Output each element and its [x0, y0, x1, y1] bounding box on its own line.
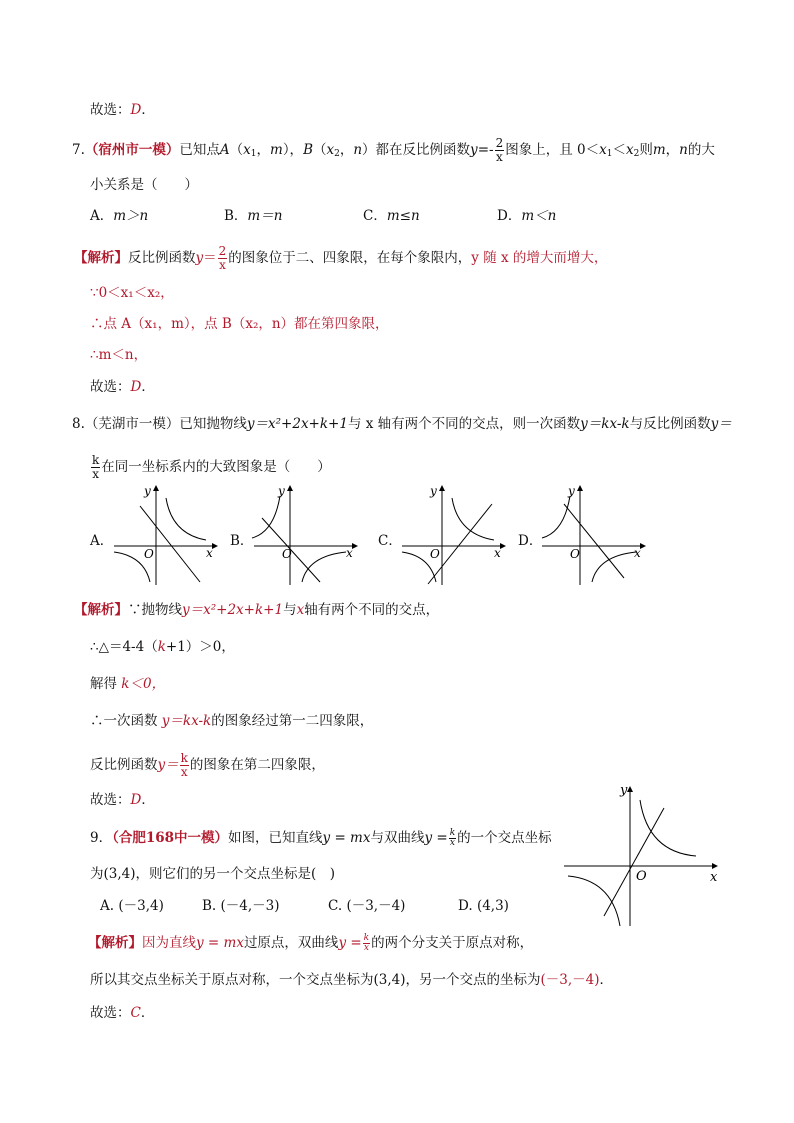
x-axis-arrow: [640, 543, 646, 549]
option-letter: B.: [202, 898, 217, 914]
text: 反比例函数: [90, 757, 158, 773]
text: k: [157, 639, 166, 655]
text: 轴有两个不同的交点，: [304, 602, 440, 618]
q7-nn: n: [679, 142, 688, 158]
x-label: x: [494, 546, 501, 560]
text: y＝kx-k: [161, 713, 212, 729]
q9-number: 9．: [90, 830, 113, 846]
option-letter: C.: [328, 898, 343, 914]
y-axis-arrow: [577, 485, 583, 491]
text: y =: [338, 935, 362, 951]
y-axis-arrow: [153, 485, 159, 491]
q7-option-d[interactable]: [497, 206, 556, 226]
frac-num: 2: [495, 136, 504, 150]
text: x: [296, 602, 305, 618]
fraction-2-over-x: [218, 245, 228, 272]
y-label: y: [620, 783, 628, 798]
q8-option-c-graph[interactable]: [398, 482, 508, 587]
text: （芜湖市一模）已知抛物线: [84, 416, 247, 432]
text: y＝: [710, 416, 732, 432]
text: C: [130, 1005, 141, 1021]
q9-analysis-line3: [90, 1003, 154, 1023]
q7-option-b[interactable]: [224, 206, 282, 226]
frac-den: x: [219, 258, 226, 272]
q7-mm: m: [652, 142, 666, 158]
option-text: m＝n: [247, 208, 283, 224]
hyperbola-branch-q1: [452, 498, 494, 540]
option-text: m＞n: [113, 208, 149, 224]
q9-option-c[interactable]: [328, 896, 405, 916]
text: 过原点，双曲线: [243, 935, 339, 951]
q8-option-a-label[interactable]: A．: [90, 533, 114, 549]
text: D: [130, 792, 142, 808]
text: 如图，已知直线: [228, 830, 323, 846]
text: ∴△＝4-4（: [90, 639, 158, 655]
fraction-k-over-x: [363, 934, 370, 953]
fraction-k-over-x: [91, 454, 100, 481]
q7-n: n: [353, 142, 363, 158]
text: 与反比例函数: [629, 416, 711, 432]
q9-option-a[interactable]: [100, 896, 164, 916]
option-letter: A．: [90, 208, 114, 224]
q7-m: m: [270, 142, 283, 158]
frac-num: k: [92, 453, 100, 467]
frac-num: k: [449, 828, 456, 838]
text: 与双曲线: [370, 830, 425, 846]
frac-den: x: [92, 467, 100, 481]
origin-label: O: [570, 547, 580, 561]
q8-analysis-line3: [90, 674, 165, 694]
point-b: B: [303, 142, 313, 158]
option-letter: C．: [363, 208, 387, 224]
y-axis-arrow: [439, 485, 445, 491]
q8-option-c-label[interactable]: C．: [378, 533, 402, 549]
text: 的图象经过第一二四象限，: [211, 713, 374, 729]
x-label: x: [634, 546, 641, 560]
text: 的图象位于二、四象限，在每个象限内，: [228, 250, 472, 266]
q9-source: （合肥168中一模）: [112, 830, 229, 846]
x-label: x: [206, 546, 213, 560]
fraction-k-over-x: [449, 829, 456, 848]
q8-option-d-label[interactable]: D．: [518, 533, 543, 549]
text: ．: [141, 792, 155, 808]
option-letter: B．: [224, 208, 248, 224]
hyperbola-branch-q1: [640, 800, 696, 856]
origin-label: O: [282, 547, 292, 561]
text: 故选：: [90, 1005, 131, 1021]
text: y = mx: [322, 830, 371, 846]
text: y = mx: [196, 935, 244, 951]
q9-analysis-line1: [88, 933, 533, 953]
origin-label: O: [144, 547, 154, 561]
option-letter: D．: [497, 208, 522, 224]
line-graph: [428, 504, 492, 584]
hyperbola-branch-q1: [166, 498, 206, 540]
frac-num: 2: [218, 244, 227, 258]
q9-option-b[interactable]: [202, 896, 280, 916]
text: 在同一坐标系内的大致图象是（ ）: [101, 459, 331, 475]
linear-expr: y＝kx-k: [580, 416, 630, 432]
text: 的图象在第二四象限，: [189, 757, 325, 773]
q8-option-b-graph[interactable]: [250, 482, 360, 587]
text: ＝: [203, 250, 217, 266]
hyperbola-branch-q2: [252, 496, 280, 538]
q7-option-c[interactable]: [363, 206, 420, 226]
origin-label: O: [430, 547, 440, 561]
text: 故选：: [90, 379, 131, 395]
frac-num: k: [363, 933, 370, 943]
frac-den: x: [363, 943, 369, 953]
q8-analysis-line5: [90, 752, 325, 779]
y-label: y: [144, 484, 151, 498]
text: ．: [140, 1005, 155, 1021]
analysis-tag: 【解析】: [74, 602, 128, 618]
q8-analysis-line1: [74, 600, 439, 620]
q7-stem-text3: 图象上，且 0＜: [505, 142, 600, 158]
text: 解得: [90, 676, 122, 692]
text: y =: [424, 830, 448, 846]
text: ∵抛物线: [128, 602, 182, 618]
line-graph: [140, 506, 200, 582]
q7-analysis-line1: [74, 245, 607, 272]
text: 反比例函数: [128, 250, 196, 266]
q7-stem-text2: 都在反比例函数: [375, 142, 471, 158]
frac-den: x: [449, 838, 455, 848]
point-a: A: [219, 142, 230, 158]
text: 的一个交点坐标: [457, 830, 552, 846]
x-axis-arrow: [352, 543, 358, 549]
text: y: [195, 250, 204, 266]
q7-cond-x1-sub: 1: [606, 149, 613, 159]
q7-lt: ＜: [612, 142, 626, 158]
q9-stem-line2: 为(3,4)，则它们的另一个交点坐标是( ): [90, 866, 336, 882]
q7-source: （宿州市一模）: [84, 142, 180, 158]
q8-stem-line1: [72, 414, 732, 434]
q7-cond-x1: x: [599, 142, 607, 158]
frac-den: x: [495, 150, 503, 164]
q7-comma: ，: [665, 142, 680, 158]
option-letter: D.: [458, 898, 473, 914]
q9-analysis-line2: [90, 970, 613, 990]
text: 因为直线: [142, 935, 196, 951]
q8-option-b-label[interactable]: B．: [230, 533, 254, 549]
q7-stem-line1: 7.（宿州市一模）已知点$A(x_1$，m），$B(x_2$，n）都在反比例函数y=- $\frac{2}{x}$ 图象上，且 $0<x_1<x_2$则m，n的大: [72, 136, 715, 164]
text: y 随 x 的增大而增大，: [471, 250, 608, 266]
q9-stem-line1: [90, 828, 552, 848]
text: 与: [283, 602, 297, 618]
q7-stem-text4: 则: [639, 142, 653, 158]
q7-analysis-line5: [90, 377, 155, 397]
q7-stem-text: 已知点: [179, 142, 220, 158]
x-label: x: [710, 870, 718, 885]
q7-stem-line2: 小关系是（ ）: [90, 177, 198, 193]
y-label: y: [278, 484, 285, 498]
fraction-k-over-x: [180, 752, 189, 779]
hyperbola-branch-q4: [302, 552, 346, 582]
q7-number: 7.: [72, 142, 85, 158]
text: +1）＞0，: [165, 639, 235, 655]
option-text: (－3,－4): [346, 898, 406, 914]
y-label: y: [568, 484, 575, 498]
q7-cond-x2-sub: 2: [633, 149, 640, 159]
q8-number: 8.: [72, 416, 85, 432]
q6-answer-prefix: 故选：: [90, 102, 131, 118]
q7-analysis-line3: ∴点 A（x₁，m），点 B（x₂，n）都在第四象限，: [90, 316, 389, 332]
text: 故选：: [90, 792, 131, 808]
text: ．: [141, 379, 155, 395]
frac-num: k: [180, 751, 188, 765]
line-graph: [262, 518, 320, 582]
q9-option-d[interactable]: [458, 896, 509, 916]
analysis-tag: 【解析】: [74, 250, 128, 266]
text: (－3,－4): [540, 972, 600, 988]
q8-option-d-graph[interactable]: [538, 482, 648, 587]
q8-analysis-line2: [90, 637, 235, 657]
option-text: (－3,4): [118, 898, 164, 914]
x-axis-arrow: [500, 543, 506, 549]
q7-cond-x2: x: [625, 142, 634, 158]
q8-option-a-graph[interactable]: [110, 482, 220, 587]
text: y＝x²+2x+k+1: [182, 602, 284, 618]
y-axis-arrow: [287, 485, 293, 491]
q6-answer-letter: D: [130, 102, 142, 118]
q6-answer-end: ．: [141, 102, 155, 118]
hyperbola-branch-q2: [542, 496, 570, 538]
answer-letter: D: [130, 379, 142, 395]
option-letter: A.: [100, 898, 115, 914]
option-text: m≤n: [386, 208, 420, 224]
q7-analysis-line4: ∴m＜n，: [90, 347, 148, 363]
y-axis-arrow: [627, 786, 633, 792]
q7-analysis-line2: ∵0＜x₁＜x₂，: [90, 285, 174, 301]
text: 的两个分支关于原点对称，: [371, 935, 534, 951]
option-text: (4,3): [476, 898, 509, 914]
fraction-2-over-x: [495, 137, 505, 164]
q7-x1: x: [243, 142, 251, 158]
text: 与 x 轴有两个不同的交点，则一次函数: [347, 416, 581, 432]
text: y＝: [157, 757, 179, 773]
q8-analysis-line6: [90, 790, 155, 810]
q7-stem-text5: 的大: [687, 142, 715, 158]
option-text: m＜n: [521, 208, 557, 224]
y-label: y: [430, 484, 437, 498]
text: ．: [599, 972, 614, 988]
q7-option-a[interactable]: [90, 206, 148, 226]
q8-stem-line2: [90, 454, 331, 481]
x-axis-arrow: [712, 863, 718, 869]
q7-eq: =-: [477, 142, 494, 158]
origin-label: O: [636, 869, 647, 884]
q9-figure: [560, 778, 730, 928]
x-axis-arrow: [212, 543, 218, 549]
frac-den: x: [180, 765, 188, 779]
q7-x2-sub: 2: [334, 149, 340, 159]
line-y-mx: [604, 808, 664, 916]
q8-analysis-line4: [90, 711, 373, 731]
text: ∴一次函数: [90, 713, 162, 729]
analysis-tag: 【解析】: [88, 935, 142, 951]
q7-x1-sub: 1: [250, 149, 257, 159]
text: 所以其交点坐标关于原点对称，一个交点坐标为(3,4)，另一个交点的坐标为: [90, 972, 541, 988]
x-label: x: [346, 546, 353, 560]
line-graph: [564, 504, 624, 578]
q6-answer-line: [90, 100, 155, 120]
q7-y: y: [470, 142, 478, 158]
parabola-expr: y＝x²+2x+k+1: [246, 416, 348, 432]
q7-x2: x: [326, 142, 335, 158]
option-text: (－4,－3): [220, 898, 280, 914]
text: k＜0，: [121, 676, 166, 692]
hyperbola-branch-q4: [592, 552, 636, 582]
